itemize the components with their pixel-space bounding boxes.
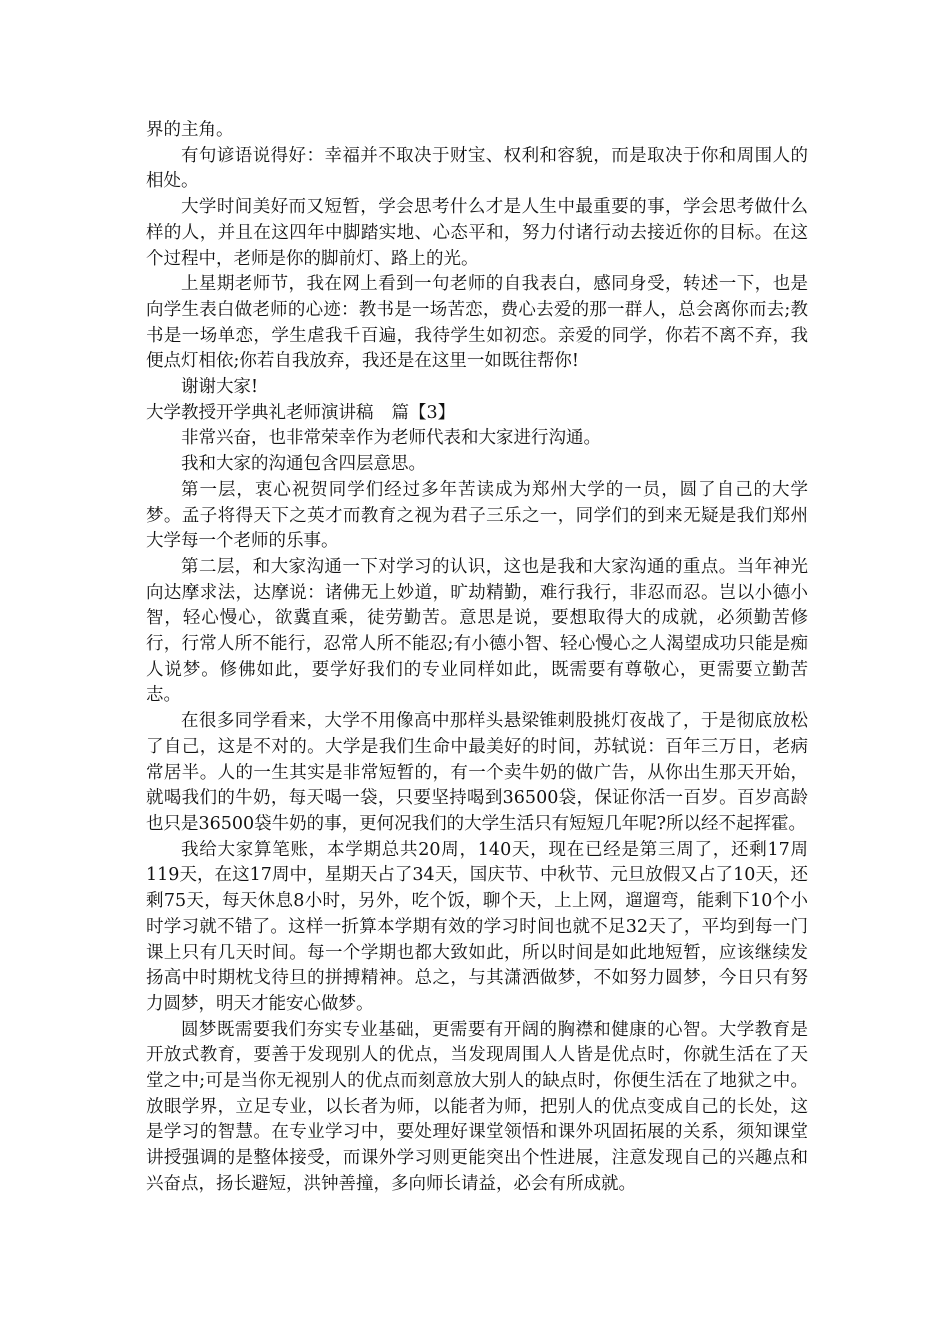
paragraph-continued: 界的主角。	[146, 120, 234, 140]
paragraph-time-calculation: 我给大家算笔账，本学期总共20周，140天，现在已经是第三周了，还剩17周119天，在这17周中，星期天占了34天，国庆节、中秋节、元旦放假又占了10天，还剩75天，每天休息8小时，另外，吃个饭，聊个天，上上网，遛遛弯，能剩下10个小时学习就不错了。这样一折算本学期有效的学习时间也就不足32天了，平均到每一门课上只有几天时间。每一个学期也都大致如此，所以时间是如此地短暂，应该继续发扬高中时期枕戈待旦的拼搏精神。总之，与其潇洒做梦，不如努力圆梦，今日只有努力圆梦，明天才能安心做梦。	[146, 839, 808, 1014]
paragraph-second-point: 第二层，和大家沟通一下对学习的认识，这也是我和大家沟通的重点。当年神光向达摩求法，达摩说：诸佛无上妙道，旷劫精勤，难行我行，非忍而忍。岂以小德小智，轻心慢心，欲冀直乘，徒劳勤苦。意思是说，要想取得大的成就，必须勤苦修行，行常人所不能行，忍常人所不能忍;有小德小智、轻心慢心之人渴望成功只能是痴人说梦。修佛如此，要学好我们的专业同样如此，既需要有尊敬心，更需要立勤苦志。	[146, 556, 808, 706]
paragraph-opening: 非常兴奋，也非常荣幸作为老师代表和大家进行沟通。	[181, 428, 601, 449]
paragraph-university-time: 大学时间美好而又短暂，学会思考什么才是人生中最重要的事，学会思考做什么样的人，并且在这四年中脚踏实地、心态平和，努力付诸行动去接近你的目标。在这个过程中，老师是你的脚前灯、路上的光。	[146, 197, 808, 269]
paragraph-thanks: 谢谢大家!	[181, 377, 259, 398]
paragraph-first-point: 第一层，衷心祝贺同学们经过多年苦读成为郑州大学的一员，圆了自己的大学梦。孟子将得天下之英才而教育之视为君子三乐之一，同学们的到来无疑是我们郑州大学每一个老师的乐事。	[146, 479, 808, 552]
section-heading	[146, 401, 808, 427]
paragraph-open-mind: 圆梦既需要我们夯实专业基础，更需要有开阔的胸襟和健康的心智。大学教育是开放式教育，要善于发现别人的优点，当发现周围人人皆是优点时，你就生活在了天堂之中;可是当你无视别人的优点而刻意放大别人的缺点时，你便生活在了地狱之中。放眼学界，立足专业，以长者为师，以能者为师，把别人的优点变成自己的长处，这是学习的智慧。在专业学习中，要处理好课堂领悟和课外巩固拓展的关系，须知课堂讲授强调的是整体接受，而课外学习则更能突出个性进展，注意发现自己的兴趣点和兴奋点，扬长避短，洪钟善撞，多向师长请益，必会有所成就。	[146, 1019, 808, 1194]
section-heading-title: 大学教授开学典礼老师演讲稿	[146, 402, 374, 423]
paragraph-short-time: 在很多同学看来，大学不用像高中那样头悬梁锥刺股挑灯夜战了，于是彻底放松了自己，这是不对的。大学是我们生命中最美好的时间，苏轼说：百年三万日，老病常居半。人的一生其实是非常短暂的，有一个卖牛奶的做广告，从你出生那天开始，就喝我们的牛奶，每天喝一袋，只要坚持喝到36500袋，保证你活一百岁。百岁高龄也只是36500袋牛奶的事，更何况我们的大学生活只有短短几年呢?所以经不起挥霍。	[146, 711, 808, 834]
document-page	[146, 118, 808, 1198]
paragraph-proverb: 有句谚语说得好：幸福并不取决于财宝、权利和容貌，而是取决于你和周围人的相处。	[146, 145, 808, 192]
section-heading-part: 篇【3】	[391, 402, 456, 423]
paragraph-teachers-day: 上星期老师节，我在网上看到一句老师的自我表白，感同身受，转述一下，也是向学生表白做老师的心迹：教书是一场苦恋，费心去爱的那一群人，总会离你而去;教书是一场单恋，学生虐我千百遍，我待学生如初恋。亲爱的同学，你若不离不弃，我便点灯相依;你若自我放弃，我还是在这里一如既往帮你!	[146, 274, 808, 372]
paragraph-four-points: 我和大家的沟通包含四层意思。	[181, 454, 426, 475]
